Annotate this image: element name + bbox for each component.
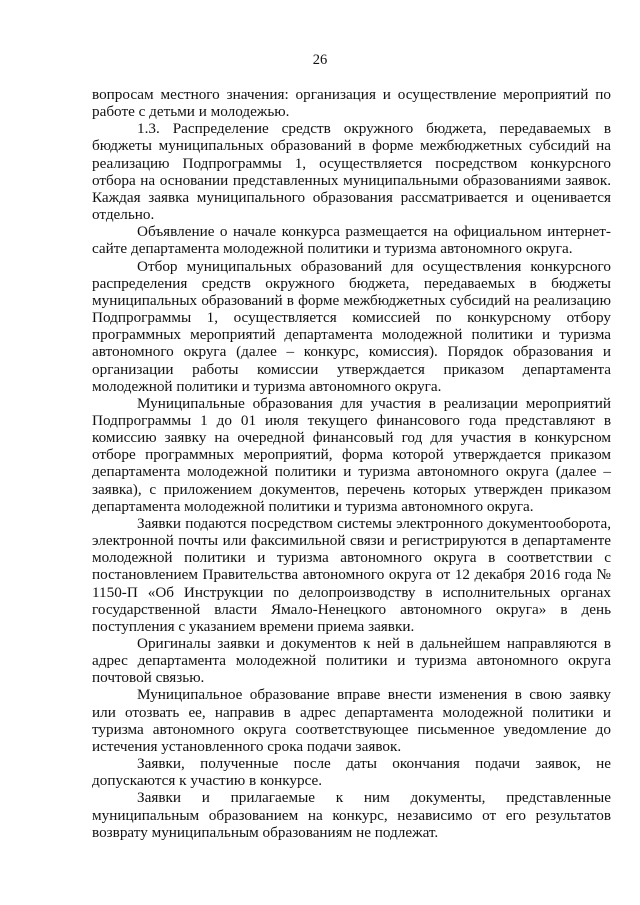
paragraph-selection-commission: Отбор муниципальных образований для осуществления конкурсного распределения средств окружного бюджета, передаваемых в бюджеты муниципальных образований в форме межбюджетных субсидий на реализацию Подпрограммы 1, осуществляется комиссией по конкурсному отбору программных мероприятий департамента молодежной политики и туризма автономного округа (далее – конкурс, комиссия). Порядок образования и организации работы комиссии утверждается приказом департамента молодежной политики и туризма автономного округа. [92,257,611,395]
paragraph-documents-not-returned: Заявки и прилагаемые к ним документы, представленные муниципальным образованием на конкурс, независимо от его результатов возврату муниципальным образованиям не подлежат. [92,789,611,841]
page-number: 26 [312,52,328,68]
paragraph-contest-announcement: Объявление о начале конкурса размещается на официальном интернет-сайте департамента молодежной политики и туризма автономного округа. [92,223,611,258]
paragraph-late-applications: Заявки, полученные после даты окончания подачи заявок, не допускаются к участию в конкурсе. [92,755,611,790]
paragraph-application-changes: Муниципальное образование вправе внести изменения в свою заявку или отозвать ее, направив в адрес департамента молодежной политики и туризма автономного округа соответствующее письменное уведомление до истечения установленного срока подачи заявок. [92,686,611,755]
paragraph-application-registration: Заявки подаются посредством системы электронного документооборота, электронной почты или факсимильной связи и регистрируются в департаменте молодежной политики и туризма автономного округа в соответствии с постановлением Правительства автономного округа от 12 декабря 2016 года № 1150-П «Об Инструкции по делопроизводству в исполнительных органах государственной власти Ямало-Ненецкого автономного округа» в день поступления с указанием времени приема заявки. [92,514,611,635]
paragraph-application-submission: Муниципальные образования для участия в реализации мероприятий Подпрограммы 1 до 01 июля текущего финансового года представляют в комиссию заявку на очередной финансовый год для участия в конкурсном отборе программных мероприятий, форма которой утверждается приказом департамента молодежной политики и туризма автономного округа (далее – заявка), с приложением документов, перечень которых утвержден приказом департамента молодежной политики и туризма автономного округа. [92,394,611,515]
paragraph-originals-by-mail: Оригиналы заявки и документов к ней в дальнейшем направляются в адрес департамента молодежной политики и туризма автономного округа почтовой связью. [92,635,611,687]
document-body [92,86,611,841]
paragraph-continuation: вопросам местного значения: организация и осуществление мероприятий по работе с детьми и молодежью. [92,86,611,121]
paragraph-1-3-budget-distribution: 1.3. Распределение средств окружного бюджета, передаваемых в бюджеты муниципальных образований в форме межбюджетных субсидий на реализацию Подпрограммы 1, осуществляется посредством конкурсного отбора на основании представленных муниципальными образованиями заявок. Каждая заявка муниципального образования рассматривается и оценивается отдельно. [92,120,611,224]
